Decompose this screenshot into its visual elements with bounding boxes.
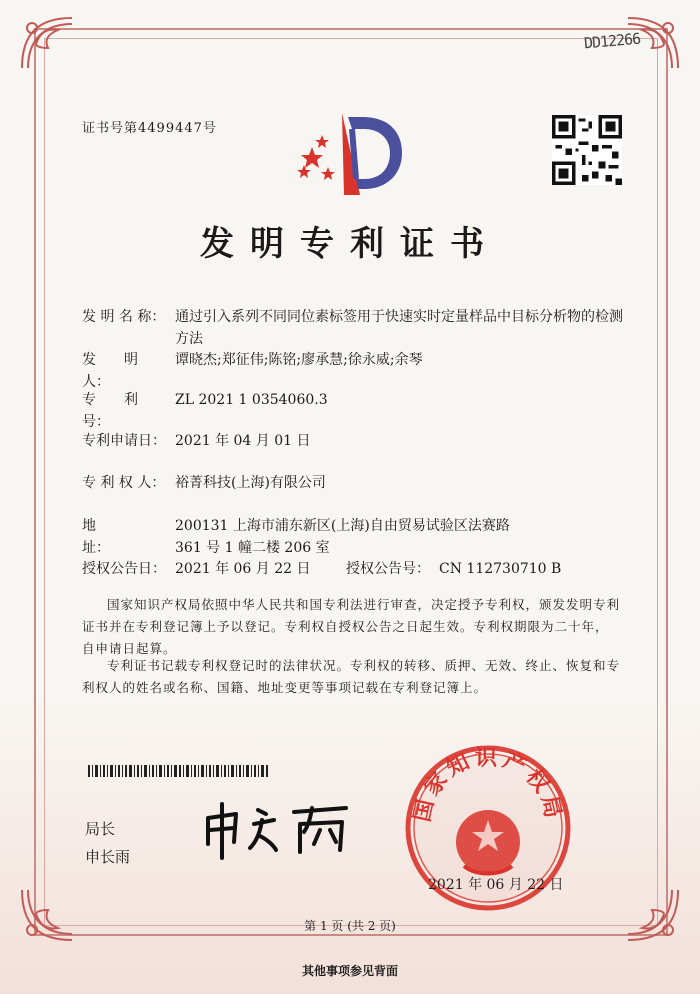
inventor-value: 谭晓杰;郑征伟;陈铭;廖承慧;徐永威;余琴 (175, 352, 423, 368)
legal-status-paragraph: 专利证书记载专利权登记时的法律状况。专利权的转移、质押、无效、终止、恢复和专利权人的姓名或名称、国籍、地址变更等事项记载在专利登记簿上。 (82, 658, 621, 695)
grant-date-value: 2021 年 06 月 22 日 (175, 561, 311, 577)
page-title: 发明专利证书 (200, 224, 500, 264)
filing-date-value: 2021 年 04 月 01 日 (175, 433, 311, 449)
grant-number-label: 授权公告号： (346, 561, 430, 577)
invention-name-row (82, 306, 623, 347)
invention-name-value: 通过引入系列不同同位素标签用于快速实时定量样品中目标分析物的检测方法 (175, 309, 623, 347)
address-row (82, 515, 510, 559)
director-signature (196, 800, 356, 860)
qr-code (552, 115, 622, 185)
page-indicator: 第 1 页 (共 2 页) (304, 919, 396, 933)
inventor-row (82, 349, 423, 393)
address-value: 200131 上海市浦东新区(上海)自由贸易试验区法赛路 361 号 1 幢二楼 206 室 (175, 518, 510, 556)
patent-number-row (82, 389, 328, 433)
handwritten-note: DD12266 (583, 29, 641, 53)
corner-ornament-icon (18, 886, 76, 944)
corner-ornament-icon (18, 14, 76, 72)
back-side-note: 其他事项参见背面 (301, 964, 398, 978)
seal-text: 国家知识产权局 (409, 744, 567, 825)
address-label: 地 址： (82, 518, 152, 556)
grant-number-value: CN 112730710 B (439, 561, 562, 577)
statement-paragraph: 国家知识产权局依照中华人民共和国专利法进行审查，决定授予专利权，颁发发明专利证书并在专利登记簿上予以登记。专利权自授权公告之日起生效。专利权期限为二十年，自申请日起算。 (82, 597, 621, 656)
filing-date-label: 专利申请日： (82, 433, 166, 449)
grant-number-row (346, 558, 562, 580)
invention-name-label: 发 明 名 称： (82, 309, 166, 325)
inventor-label: 发 明 人： (82, 352, 152, 390)
patentee-label: 专 利 权 人： (82, 475, 166, 491)
patent-number-value: ZL 2021 1 0354060.3 (175, 392, 328, 408)
barcode (88, 765, 268, 777)
certificate-number: 证书号第4499447号 (82, 121, 217, 136)
patent-number-label: 专 利 号： (82, 392, 152, 430)
patentee-row (82, 472, 326, 494)
patent-office-emblem-icon (290, 105, 410, 200)
filing-date-row (82, 430, 311, 452)
seal-date: 2021 年 06 月 22 日 (428, 877, 564, 893)
corner-ornament-icon (624, 886, 682, 944)
grant-date-label: 授权公告日： (82, 561, 166, 577)
director-title: 局长 (85, 820, 116, 838)
director-name: 申长雨 (85, 848, 131, 866)
patentee-value: 裕菁科技(上海)有限公司 (175, 475, 326, 491)
grant-date-row (82, 558, 311, 580)
